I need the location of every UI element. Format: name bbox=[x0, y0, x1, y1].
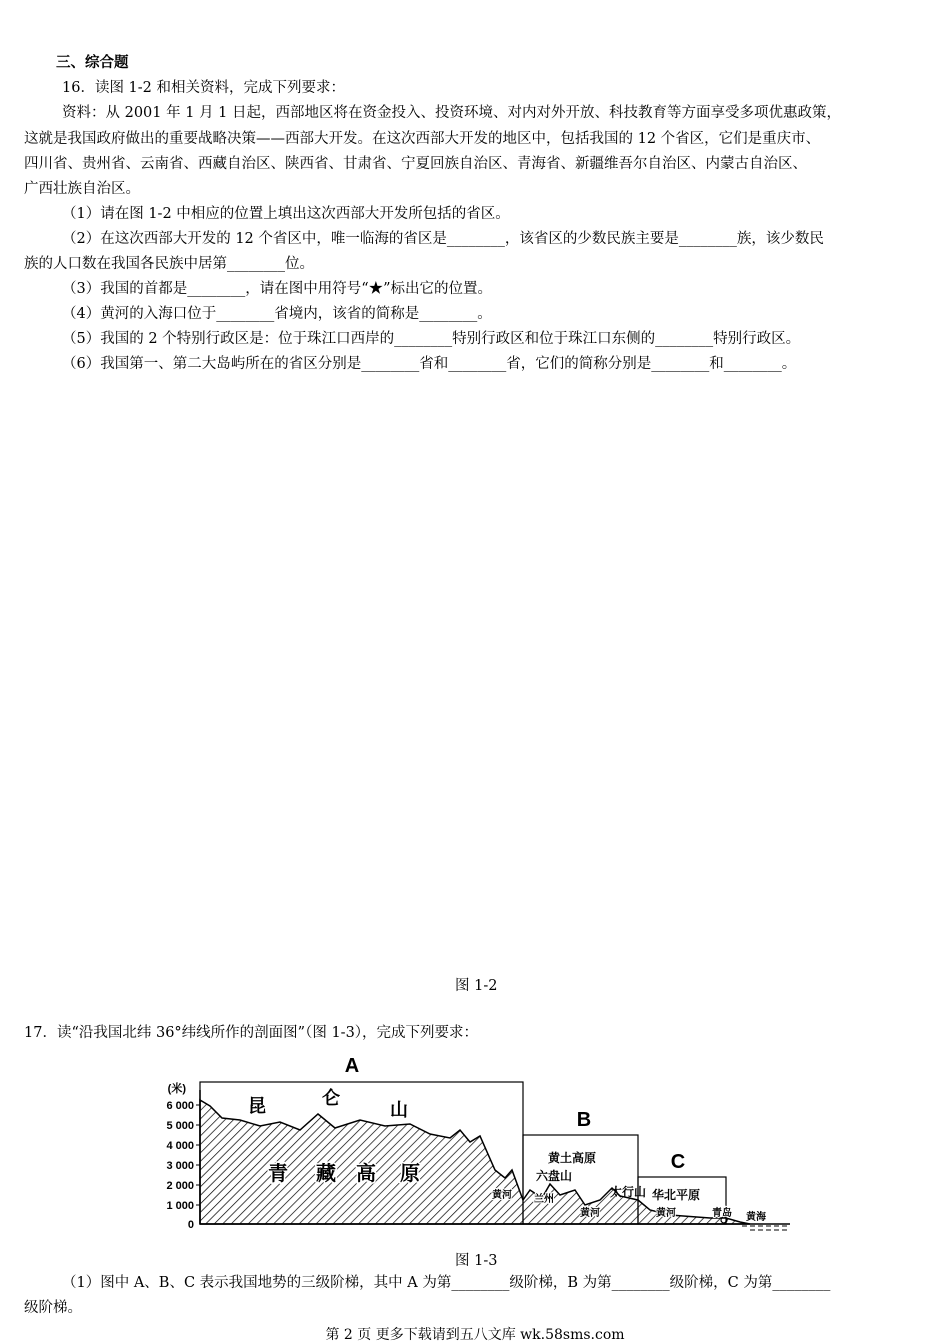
place-label: 黄海 bbox=[746, 1212, 766, 1223]
step-label-a: A bbox=[344, 1055, 360, 1077]
step-label-b: B bbox=[576, 1109, 592, 1131]
terrain-label: 山 bbox=[390, 1100, 408, 1121]
y-tick-label: 1 000 bbox=[166, 1200, 194, 1212]
q16-title: 16．读图 1-2 和相关资料，完成下列要求： bbox=[62, 80, 346, 96]
q16-material-line: 广西壮族自治区。 bbox=[24, 181, 140, 197]
y-tick-label: 2 000 bbox=[166, 1180, 194, 1192]
q16-material-line: 资料：从 2001 年 1 月 1 日起，西部地区将在资金投入、投资环境、对内对外开放、科技教育等方面享受多项优惠政策， bbox=[62, 105, 842, 121]
place-label: 青岛 bbox=[712, 1208, 732, 1219]
q16-item-1: （1）请在图 1-2 中相应的位置上填出这次西部大开发所包括的省区。 bbox=[62, 206, 510, 222]
place-label: 黄河 bbox=[580, 1208, 600, 1219]
terrain-label: 太行山 bbox=[610, 1185, 647, 1199]
y-tick-label: 0 bbox=[187, 1219, 194, 1231]
terrain-label: 华北平原 bbox=[652, 1188, 701, 1202]
figure-1-3-caption: 图 1-3 bbox=[455, 1253, 498, 1269]
terrain-label: 高 bbox=[356, 1161, 376, 1185]
terrain-label: 藏 bbox=[316, 1161, 336, 1185]
q16-material-line: 四川省、贵州省、云南省、西藏自治区、陕西省、甘肃省、宁夏回族自治区、青海省、新疆维吾尔自治区、内蒙古自治区、 bbox=[24, 156, 807, 172]
profile-figure bbox=[150, 1050, 800, 1245]
q16-item-6: （6）我国第一、第二大岛屿所在的省区分别是________省和________省，它们的简称分别是________和________。 bbox=[62, 356, 797, 372]
q16-item-3: （3）我国的首都是________，请在图中用符号“★”标出它的位置。 bbox=[62, 281, 493, 297]
y-tick-label: 4 000 bbox=[166, 1140, 194, 1152]
q17-item-1: （1）图中 A、B、C 表示我国地势的三级阶梯，其中 A 为第________级阶梯，B 为第________级阶梯，C 为第________ bbox=[62, 1275, 831, 1291]
q16-item-2-cont: 族的人口数在我国各民族中居第________位。 bbox=[24, 256, 314, 272]
step-label-c: C bbox=[670, 1151, 686, 1173]
terrain-label: 原 bbox=[400, 1161, 420, 1185]
section-heading: 三、综合题 bbox=[56, 54, 129, 71]
q17-item-1-cont: 级阶梯。 bbox=[24, 1300, 82, 1316]
terrain-label: 青 bbox=[268, 1161, 288, 1185]
place-label: 兰州 bbox=[534, 1194, 554, 1205]
terrain-label: 黄土高原 bbox=[548, 1151, 597, 1165]
terrain-label: 仑 bbox=[322, 1088, 340, 1109]
y-tick-label: 3 000 bbox=[166, 1160, 194, 1172]
q17-title: 17．读“沿我国北纬 36°纬线所作的剖面图”（图 1-3），完成下列要求： bbox=[24, 1025, 479, 1041]
place-label: 黄河 bbox=[656, 1208, 676, 1219]
y-axis-unit: (米) bbox=[167, 1083, 186, 1095]
place-label: 黄河 bbox=[492, 1190, 512, 1201]
figure-1-2-caption: 图 1-2 bbox=[455, 978, 498, 994]
q16-material-line: 这就是我国政府做出的重要战略决策——西部大开发。在这次西部大开发的地区中，包括我国的 12 个省区，它们是重庆市、 bbox=[24, 131, 821, 147]
page-footer: 第 2 页 更多下载请到五八文库 wk.58sms.com bbox=[325, 1327, 625, 1343]
y-tick-label: 6 000 bbox=[166, 1100, 194, 1112]
q16-item-2: （2）在这次西部大开发的 12 个省区中，唯一临海的省区是________，该省区的少数民族主要是________族，该少数民 bbox=[62, 231, 824, 247]
terrain-label: 昆 bbox=[248, 1096, 266, 1117]
q16-item-4: （4）黄河的入海口位于________省境内，该省的简称是________。 bbox=[62, 306, 492, 322]
q16-item-5: （5）我国的 2 个特别行政区是：位于珠江口西岸的________特别行政区和位于珠江口东侧的________特别行政区。 bbox=[62, 331, 801, 347]
y-tick-label: 5 000 bbox=[166, 1120, 194, 1132]
terrain-label: 六盘山 bbox=[536, 1169, 573, 1183]
